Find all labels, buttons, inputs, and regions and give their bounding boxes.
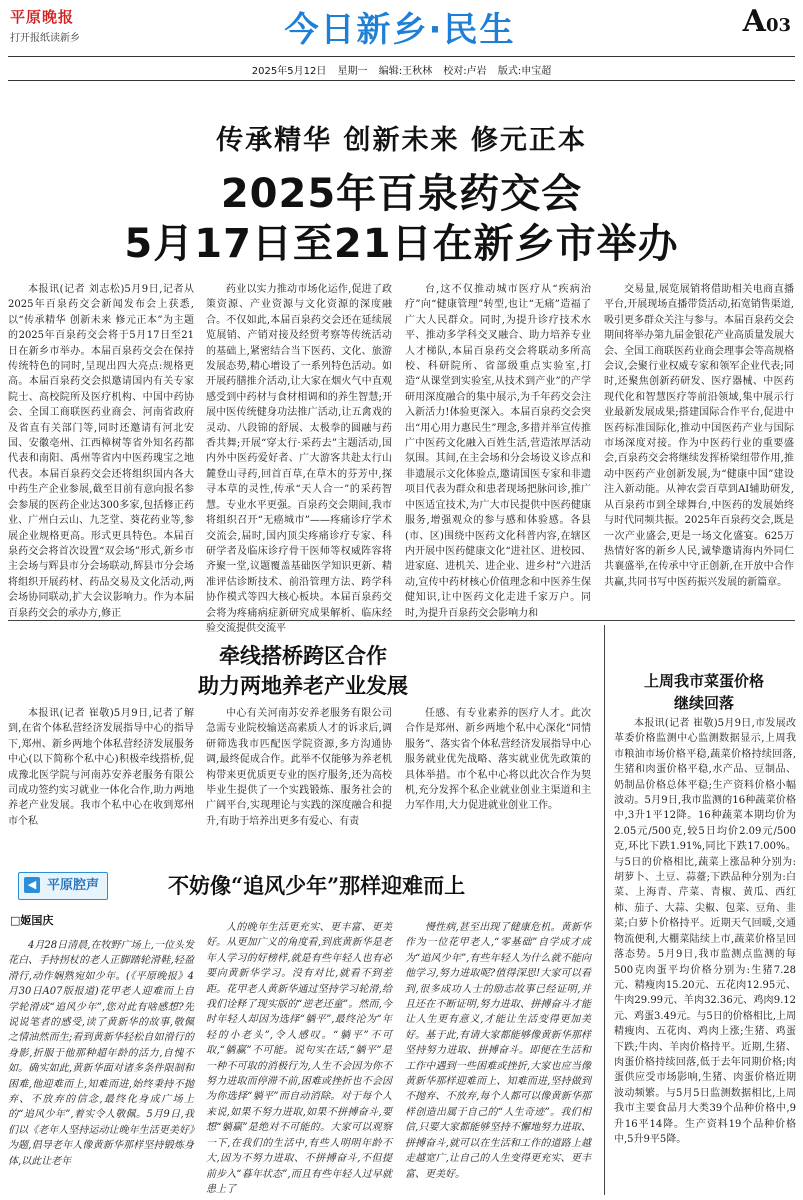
header-rule	[8, 56, 795, 57]
lead-headline-line2: 5月17日至21日在新乡市举办	[124, 221, 679, 267]
side-column-text: 本报讯(记者 崔敬)5月9日,市发展改革委价格监测中心监测数据显示,上周我市粮油市场价格平稳,蔬菜价格持续回落,生猪和肉蛋价格平稳,水产品、豆制品、奶制品价格总体平稳;生产资料价格小幅波动。5月9日,我市监测的16种蔬菜价格中,3升1平12降。16种蔬菜本期均价为2.05元/500克,较5日均价2.09元/500克,环比下跌1.91%,同比下跌17.00%。与5日的价格相比,蔬菜上涨品种分别为:胡萝卜、土豆、蒜薹;下跌品种分别为:白菜、上海青、芹菜、青椒、黄瓜、西红柿、茄子、大蒜、尖椒、包菜、豆角、韭菜;白萝卜价格持平。近期天气回暖,交通物流便利,大棚菜陆续上市,蔬菜价格呈回落态势。5月9日,我市监测点监测的每500克肉蛋平均价格分别为:生猪7.28元、精瘦肉15.20元、五花肉12.95元、牛肉29.99元、羊肉32.36元、鸡肉9.12元、鸡蛋3.49元。与5日的价格相比,上周精瘦肉、五花肉、鸡肉上涨;生猪、鸡蛋下跌;牛肉、羊肉价格持平。近期,生猪、肉蛋价格持续回落,低于去年同期价格;肉蛋供应受市场影响,生猪、肉蛋价格近期波动频繁。与5月5日监测数据相比,上周我市主要食品月大类39个品种价格中,9升16平14降。生产资料19个品种价格中,5升9平5降。	[614, 718, 796, 1145]
side-column	[614, 716, 796, 1196]
paper-slogan: 打开报纸读新乡	[10, 33, 80, 44]
opinion-column-3	[405, 920, 591, 1196]
second-column-1-text: 本报讯(记者 崔敬)5月9日,记者了解到,在省个体私营经济发展指导中心的指导下,郑州、新乡两地个体私营经济发展服务中心(以下简称个私中心)积极牵线搭桥,促成豫北医学院与河南苏安养老服务有限公司成功签约实习就业一体化合作,助力两地养老产业发展。我市个私中心在收到郑州市个私	[8, 708, 194, 827]
header-meta	[0, 62, 803, 77]
proofreader-credit: 校对:卢岩	[443, 66, 487, 77]
paper-name: 平原晚报	[10, 8, 75, 26]
newspaper-logo	[10, 6, 98, 44]
issue-weekday: 星期一	[337, 66, 368, 77]
lead-kicker: 传承精华 创新未来 修元正本	[216, 125, 587, 156]
page-number: 03	[765, 15, 791, 36]
sidebar-divider	[604, 625, 605, 1195]
opinion-author: □姬国庆	[10, 914, 54, 927]
lead-column-2	[206, 282, 392, 634]
opinion-column-3-text: 慢性病,甚至出现了健康危机。黄新华作为一位花甲老人,“零基础”自学成才成为“追风少年”,有些年轻人为什么就不能向他学习,努力进取呢?值得深思!大家可以看到,很多成功人士的励志故事已经证明,并且还在不断证明,努力进取、拼搏奋斗才能让人生更有意义,才能让生活变得更加美好。基于此,有请大家都能够像黄新华那样坚持努力进取、拼搏奋斗。即便在生活和工作中遇到一些困难或挫折,大家也应当像黄新华那样迎难而上、知难而进,坚持做到不抛弃、不放弃,每个人都可以像黄新华那样创造出属于自己的“人生奇迹”。我们相信,只要大家都能够坚持不懈地努力进取、拼搏奋斗,就可以在生活和工作的道路上越走越宽广,让自己的人生变得更充实、更丰富、更美好。	[405, 922, 591, 1180]
lead-column-4	[604, 282, 794, 612]
editor-credit: 编辑:王秋林	[378, 66, 433, 77]
lead-headline-line1: 2025年百泉药交会	[220, 171, 583, 217]
lead-column-2-text: 药业以实力推动市场化运作,促进了政策资源、产业资源与文化资源的深度融合。不仅如此,本届百泉药交会还在延续展览展销、产销对接及经贸考察等传统活动的基础上,紧密结合当下医药、文化、旅游发展态势,精心增设了一系列特色活动。如开展药膳推介活动,让大家在烟火气中直观感受到中药材与食材相调和的养生智慧;开展中医传统健身功法推广活动,让五禽戏的灵动、八段锦的舒展、太极拳的圆融与药香共舞;开展“穿太行·采药去”主题活动,国内外中医药爱好者、广大游客共赴太行山麓登山寻药,回首百草,在草木的芬芳中,探寻本草的灵性,传承“天人合一”的采药智慧。专业水平更强。百泉药交会期间,我市将组织召开“无癌城市”——疼痛诊疗学术交流会,届时,国内顶尖疼痛诊疗专家、科研学者及临床诊疗骨干医师等权威阵容将齐聚一堂,议题覆盖基础医学知识更新、精准评估诊断技术、前沿管理方法、跨学科协作模式等四大核心板块。本届百泉药交会将为疼痛病症新研究成果解析、临床经验交流提供交流平	[206, 284, 392, 634]
header-rule-thin	[8, 80, 795, 81]
second-headline-line1: 牵线搭桥跨区合作	[219, 644, 387, 668]
second-headline-line2: 助力两地养老产业发展	[198, 674, 408, 698]
second-column-1	[8, 706, 194, 860]
issue-date: 2025年5月12日	[251, 66, 327, 77]
opinion-column-2-text: 人的晚年生活更充实、更丰富、更美好。从更加广义的角度看,到底黄新华是老年人学习的好榜样,就是有些年轻人也有必要向黄新华学习。没有对比,就看不到差距。花甲老人黄新华通过坚持学习轮滑,给我们诠释了现实版的“逆老还童”。然而,今时年轻人却因为选择“躺平”,最终沦为“年轻的小老头”,令人感叹。“躺平”不可取,“躺赢”不可能。说句实在话,“躺平”是一种不可取的消极行为,人生不会因为你不努力进取而停滞不前,困难或挫折也不会因为你选择“躺平”而自动消除。对于每个人来说,如果不努力进取,如果不拼搏奋斗,要想“躺赢”是绝对不可能的。大家可以观察一下,在我们的生活中,有些人明明年龄不大,因为不努力进取、不拼搏奋斗,不但提前步入“暮年状态”,而且有些年轻人过早就患上了	[206, 922, 392, 1195]
second-column-3	[405, 706, 591, 860]
layout-credit: 版式:申宝超	[497, 66, 552, 77]
side-headline-line2: 继续回落	[673, 694, 734, 712]
lead-column-4-text: 交易量,展览展销将借助相关电商直播平台,开展现场直播带货活动,拓宽销售渠道,吸引更多群众关注与参与。本届百泉药交会期间将举办第九届金银花产业高质量发展大会、全国工商联医药业商会理事会等高规格会议,会聚行业权威专家和领军企业代表;同时,还聚焦创新药研发、医疗器械、中医药现代化和智慧医疗等前沿领域,集中展示行业最新发展成果;搭建国际合作平台,促进中医药标准国际化,推动中国医药产业与国际市场深度对接。作为中医药行业的重要盛会,百泉药交会将继续发挥桥梁纽带作用,推动中医药产业创新发展,为“健康中国”建设注入新动能。从神农尝百草到AI辅助研发,从百泉药市到全球舞台,中医药的发展始终与时代同频共振。2025年百泉药交会,既是一次产业盛会,更是一场文化盛宴。625万热情好客的新乡人民,诚挚邀请海内外同仁共襄盛举,在传承中守正创新,在开放中合作共赢,共同书写中医药振兴发展的新篇章。	[604, 284, 794, 588]
opinion-tag-label: 平原腔声	[47, 878, 100, 893]
lead-column-1-text: 本报讯(记者 刘志松)5月9日,记者从2025年百泉药交会新闻发布会上获悉,以“传承精华 创新未来 修元正本”为主题的2025年百泉药交会将于5月17日至21日在新乡市举办。本届百泉药交会在保持传统特色的同时,呈现出四大亮点:规格更高。本届百泉药交会拟邀请国内有关专家院士、高校院所及医疗机构、中国中药协会、全国工商联医药业商会、河南省政府及省直有关部门等,同时还邀请有河北安国、安徽亳州、江西樟树等省外知名药都代表和南阳、禹州等省内中医药瑰宝之地代表。本届百泉药交会还将组织国内各大中药生产企业参展,截至目前有意向报名参会参展的医药企业达300多家,包括修正药业、广州白云山、九芝堂、葵花药业等,参展企业规格更高。形式更具特色。本届百泉药交会将首次设置“双会场”形式,新乡市主会场与辉县市分会场联动,辉县市分会场将组织开展药材、药品交易及文化活动,两会场协同联动,扩大会议影响力。作为本届百泉药交会的承办方,修正	[8, 284, 194, 619]
page-code	[743, 4, 791, 39]
opinion-header	[8, 872, 596, 902]
page-letter: A	[742, 4, 766, 39]
speech-icon: ◀	[24, 877, 40, 893]
second-column-3-text: 任感、有专业素养的医疗人才。此次合作是郑州、新乡两地个私中心深化“同情服务”、落实省个体私营经济发展指导中心服务就业优先战略、落实就业优先政策的具体举措。市个私中心将以此次合作为契机,充分发挥个私企业就业创业主渠道和主力军作用,大力促进就业创业工作。	[405, 708, 591, 812]
lead-column-3-text: 台,这不仅推动城市医疗从“疾病治疗”向“健康管理”转型,也让“无痛”造福了广大人民群众。同时,为提升诊疗技术水平、推动多学科交叉融合、助力培养专业人才梯队,本届百泉药交会将联动多所高校、科研院所、省部级重点实验室,打造“从课堂到实验室,从技术到产业”的产学研用深度融合的集中展示,为千年药交会注入新活力!体验更深入。本届百泉药交会突出“用心用力惠民生”理念,多措并举宣传推广中医药文化融入百姓生活,营造浓厚活动氛围。其间,在主会场和分会场设义诊点和非遗展示文化体验点,邀请国医专家和非遗项目代表为群众和患者现场把脉问诊,推广中医适宜技术,为广大市民提供中医药健康服务,增强观众的参与感和体验感。各县(市、区)围绕中医药文化科普内容,在辖区内开展中医药健康文化“进社区、进校园、进家庭、进机关、进企业、进乡村”六进活动,宣传中药材核心价值理念和中医养生保健知识,让中医药文化走进千家万户。同时,为提升百泉药交会影响力和	[405, 284, 591, 619]
lead-column-3	[405, 282, 591, 619]
second-column-2	[206, 706, 392, 860]
opinion-tag	[18, 872, 108, 900]
second-column-2-text: 中心有关河南苏安养老服务有限公司急需专业院校输送高素质人才的诉求后,调研筛选我市匹配医学院资源,多方沟通协调,最终促成合作。此举不仅能够为养老机构带来更优质更专业的医疗服务,还为高校毕业生提供了一个实践锻炼、服务社会的广阔平台,实现理论与实践的深度融合和提升,有助于培养出更多有爱心、有责	[206, 708, 392, 827]
section-divider	[8, 620, 795, 621]
opinion-column-1-text: 4月28日清晨,在牧野广场上,一位头发花白、手持拐杖的老人正脚踏轮滑鞋,轻盈滑行,动作娴熟宛如少年。(《平原晚报》4月30日A07版报道)花甲老人迎难而上自学轮滑成“追风少年”,您对此有啥感想?先说说笔者的感受,读了黄新华的故事,敬佩之情油然而生;看到黄新华轻松自如滑行的身影,折服于他那种超年龄的活力,自愧不如。确实如此,黄新华面对诸多条件限制和困难,他迎难而上,知难而进,始终秉持不抛弃、不放弃的信念,最终化身成广场上的“追风少年”,着实令人敬佩。5月9日,我们以《老年人坚持运动让晚年生活更美好》为题,倡导老年人像黄新华那样坚持锻炼身体,以此让老年	[8, 940, 194, 1167]
side-headline-line1: 上周我市菜蛋价格	[643, 672, 764, 690]
opinion-column-1	[8, 938, 194, 1196]
opinion-column-2	[206, 920, 392, 1196]
section-title: 今日新乡·民生	[284, 10, 516, 50]
opinion-title: 不妨像“追风少年”那样迎难而上	[168, 873, 466, 898]
lead-column-1	[8, 282, 194, 619]
